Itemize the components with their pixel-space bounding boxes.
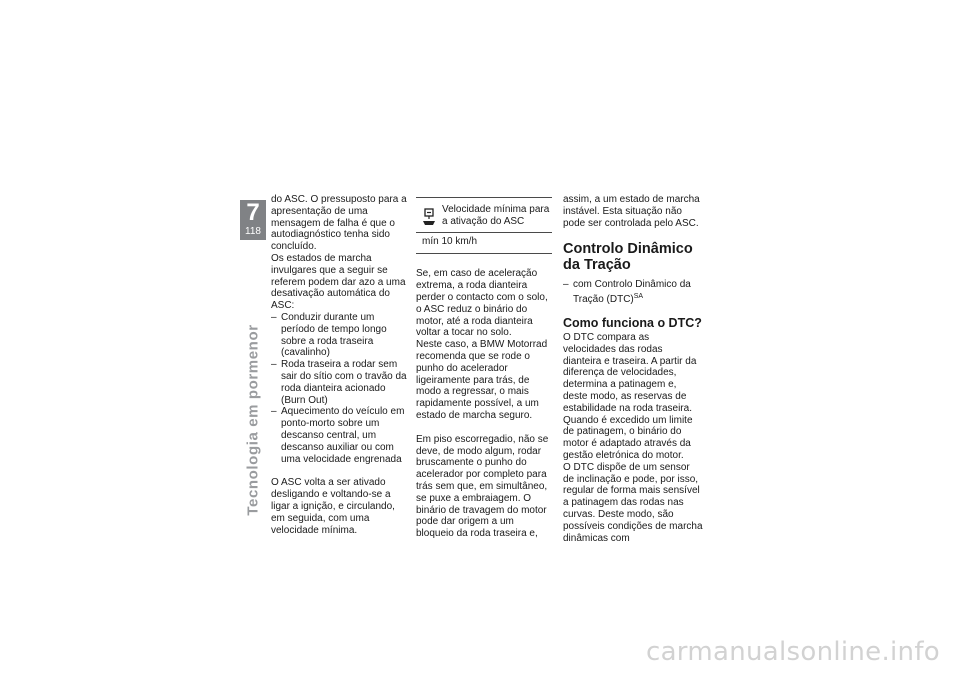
info-label: Velocidade mínima para a ativação do ASC <box>442 204 550 227</box>
section-heading: Controlo Dinâmico da Tração <box>563 241 693 274</box>
paragraph: O DTC dispõe de um sensor de inclinação e pode, por isso, regular de forma mais sensível a patinagem das rodas nas curvas. Deste modo, são possíveis condições de marcha dinâmicas com <box>563 461 703 544</box>
optional-equipment-mark: SA <box>633 293 644 301</box>
paragraph: Os estados de marcha invulgares que a seguir se referem podem dar azo a uma desativação automática do ASC: <box>271 252 406 312</box>
paragraph: do ASC. O pressuposto para a apresentação de uma mensagem de falha é que o autodiagnóstico tenha sido concluído. <box>271 194 407 253</box>
list-item-text: com Controlo Dinâmico da Tração (DTC) <box>573 279 691 306</box>
subsection-heading: Como funciona o DTC? <box>563 315 702 330</box>
bullet-list <box>271 312 407 465</box>
list-item <box>563 279 703 306</box>
speed-sensor-icon <box>416 204 442 226</box>
watermark: carmanualsonline.info <box>645 637 940 667</box>
paragraph: Se, em caso de aceleração extrema, a roda dianteira perder o contacto com o solo, o ASC reduz o binário do motor, até a roda dianteira voltar a tocar no solo. <box>416 268 548 339</box>
page-number: 118 <box>245 226 261 237</box>
info-value: mín 10 km/h <box>416 232 552 254</box>
list-item: – Aquecimento do veículo em ponto-morto sobre um descanso central, um descanso auxiliar ou com uma velocidade engrenada <box>271 406 407 465</box>
paragraph: assim, a um estado de marcha instável. Esta situação não pode ser controlada pelo ASC. <box>563 194 700 229</box>
paragraph: O ASC volta a ser ativado desligando e voltando-se a ligar a ignição, e circulando, em seguida, com uma velocidade mínima. <box>271 477 395 536</box>
bullet-list <box>563 279 703 306</box>
chapter-tab <box>240 200 266 240</box>
text-column-2 <box>416 194 552 540</box>
text-column-3 <box>563 194 703 544</box>
paragraph: O DTC compara as velocidades das rodas dianteira e traseira. A partir da diferença de velocidades, determina a patinagem e, deste modo, as reservas de estabilidade na roda traseira. Quando é excedido um limite de patinagem, o binário do motor é adaptado através da gestão eletrónica do motor. <box>563 331 697 461</box>
list-item: – Conduzir durante um período de tempo longo sobre a roda traseira (cavalinho) <box>271 312 407 359</box>
chapter-title: Tecnologia em pormenor <box>244 324 262 516</box>
text-column-1 <box>271 194 407 536</box>
paragraph: Em piso escorregadio, não se deve, de modo algum, rodar bruscamente o punho do acelerador por completo para trás sem que, em simultâneo, se puxe a embraiagem. O binário de travagem do motor pode dar origem a um bloqueio da roda traseira e, <box>416 433 549 540</box>
info-box <box>416 197 552 254</box>
chapter-number: 7 <box>246 199 260 226</box>
list-item: – Roda traseira a rodar sem sair do sítio com o travão da roda dianteira acionado (Burn Out) <box>271 359 407 406</box>
paragraph: Neste caso, a BMW Motorrad recomenda que se rode o punho do acelerador ligeiramente para trás, de modo a regressar, o mais rapidamente possível, a um estado de marcha seguro. <box>416 339 548 421</box>
